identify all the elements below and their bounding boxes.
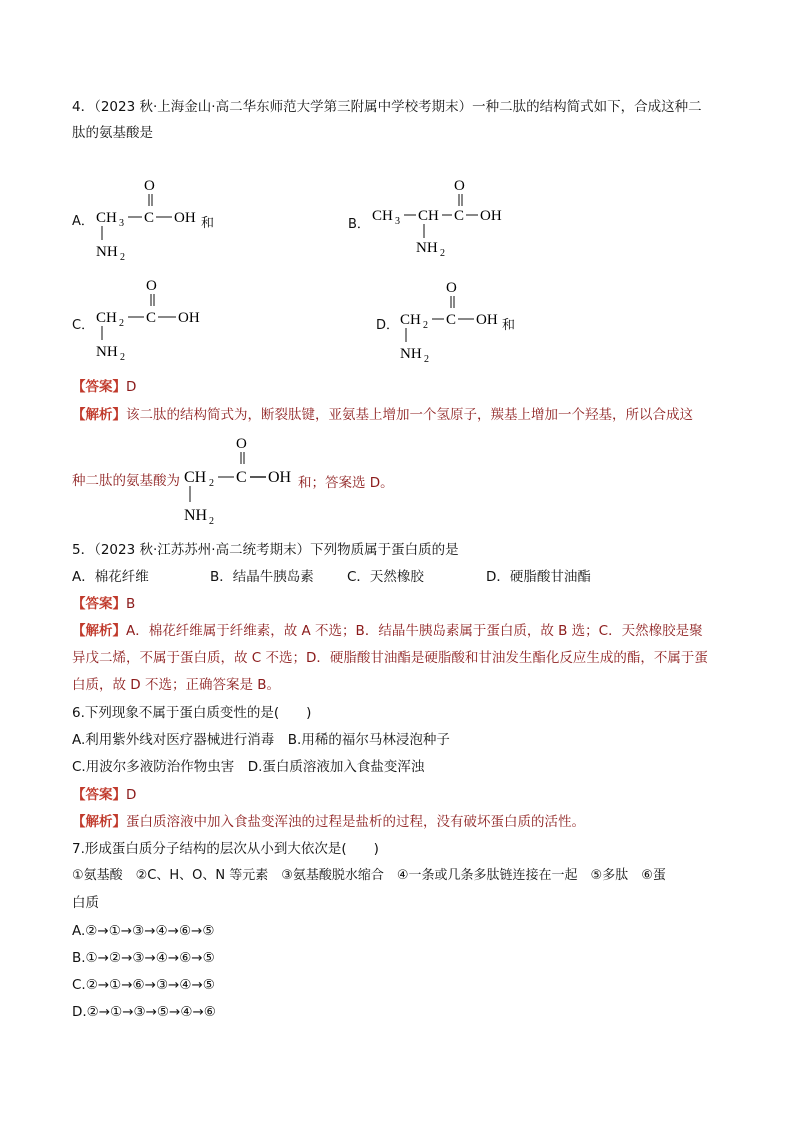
q5-option-d: D．硬脂酸甘油酯	[486, 569, 591, 585]
svg-text:O: O	[146, 278, 157, 294]
svg-text:CH: CH	[372, 208, 393, 224]
q4-option-d-structure	[398, 276, 538, 366]
q4-analysis-line1	[72, 406, 693, 424]
svg-text:CH: CH	[418, 208, 439, 224]
svg-text:O: O	[454, 178, 465, 194]
answer-value: D	[126, 787, 137, 803]
q7-items-line2: 白质	[72, 895, 99, 911]
analysis-tag: 【解析】	[72, 407, 126, 423]
q4-analysis-line2-prefix: 种二肽的氨基酸为	[72, 473, 180, 489]
q7-option-b: B.①→②→③→④→⑥→⑤	[72, 950, 215, 966]
q4-analysis-line2-suffix: 和；答案选 D。	[298, 475, 394, 491]
q6-stem: 6.下列现象不属于蛋白质变性的是( )	[72, 705, 312, 721]
svg-text:C: C	[446, 312, 457, 328]
svg-text:C: C	[236, 469, 247, 486]
analysis-text: 蛋白质溶液中加入食盐变浑浊的过程是盐析的过程，没有破坏蛋白质的活性。	[126, 814, 585, 830]
analysis-text: 该二肽的结构简式为，断裂肽键，亚氨基上增加一个氢原子，羰基上增加一个羟基，所以合成这	[126, 407, 693, 423]
answer-value: D	[126, 379, 137, 395]
svg-text:O: O	[236, 436, 247, 452]
svg-text:3: 3	[119, 218, 124, 229]
q4-option-a-suffix: 和	[201, 216, 215, 231]
q4-option-b-structure	[370, 176, 540, 266]
q6-answer	[72, 786, 136, 804]
svg-text:2: 2	[440, 248, 445, 259]
answer-value: B	[126, 596, 136, 612]
q6-options-line1: A.利用紫外线对医疗器械进行消毒 B.用稀的福尔马林浸泡种子	[72, 732, 450, 748]
q4-option-b-label: B．	[348, 217, 370, 232]
svg-text:2: 2	[209, 478, 214, 489]
svg-text:C: C	[454, 208, 465, 224]
svg-text:OH: OH	[268, 469, 292, 486]
svg-text:OH: OH	[178, 310, 200, 326]
q4-option-d-label: D．	[376, 318, 400, 333]
q7-items-line1: ①氨基酸 ②C、H、O、N 等元素 ③氨基酸脱水缩合 ④一条或几条多肽链连接在一起 ⑤多肽 ⑥蛋	[72, 868, 666, 883]
q4-option-a-label: A．	[72, 214, 94, 229]
q5-answer	[72, 595, 135, 613]
q5-options	[72, 568, 672, 586]
q7-stem: 7.形成蛋白质分子结构的层次从小到大依次是( )	[72, 841, 379, 857]
svg-text:2: 2	[120, 352, 125, 363]
svg-text:2: 2	[119, 318, 124, 329]
q6-options-line2: C.用波尔多液防治作物虫害 D.蛋白质溶液加入食盐变浑浊	[72, 759, 425, 775]
answer-tag: 【答案】	[72, 379, 126, 395]
q5-option-b: B．结晶牛胰岛素	[210, 569, 314, 585]
q6-analysis	[72, 813, 585, 831]
analysis-tag: 【解析】	[72, 623, 126, 639]
svg-text:NH: NH	[184, 507, 208, 524]
svg-text:O: O	[144, 178, 155, 194]
q4-stem-line2: 肽的氨基酸是	[72, 125, 153, 141]
svg-text:2: 2	[209, 516, 214, 527]
q4-option-d-suffix: 和	[502, 318, 516, 333]
q7-option-a: A.②→①→③→④→⑥→⑤	[72, 923, 215, 939]
svg-text:2: 2	[120, 252, 125, 263]
svg-text:CH: CH	[184, 469, 207, 486]
analysis-text: A．棉花纤维属于纤维素，故 A 不选；B．结晶牛胰岛素属于蛋白质，故 B 选；C．天然橡胶是聚	[126, 623, 703, 639]
q4-option-c-label: C．	[72, 318, 95, 333]
svg-text:CH: CH	[96, 310, 117, 326]
svg-text:2: 2	[424, 354, 429, 365]
answer-tag: 【答案】	[72, 787, 126, 803]
q7-option-c: C.②→①→⑥→③→④→⑤	[72, 977, 215, 993]
svg-text:CH: CH	[96, 210, 117, 226]
svg-text:OH: OH	[174, 210, 196, 226]
q4-stem-line1: 4．（2023 秋·上海金山·高二华东师范大学第三附属中学校考期末）一种二肽的结构简式如下，合成这种二	[72, 99, 702, 115]
svg-text:C: C	[144, 210, 155, 226]
q5-option-a: A．棉花纤维	[72, 569, 149, 585]
svg-text:C: C	[146, 310, 157, 326]
svg-text:NH: NH	[96, 344, 118, 360]
svg-text:NH: NH	[400, 346, 422, 362]
svg-text:NH: NH	[416, 240, 438, 256]
svg-text:OH: OH	[480, 208, 502, 224]
answer-tag: 【答案】	[72, 596, 126, 612]
q5-stem: 5．（2023 秋·江苏苏州·高二统考期末）下列物质属于蛋白质的是	[72, 542, 459, 558]
q5-analysis-line3: 白质，故 D 不选；正确答案是 B。	[72, 677, 281, 693]
q4-answer	[72, 378, 136, 396]
q5-analysis-line1	[72, 622, 703, 640]
q4-option-c-structure	[92, 274, 232, 366]
q5-analysis-line2: 异戊二烯，不属于蛋白质，故 C 不选；D．硬脂酸甘油酯是硬脂酸和甘油发生酯化反应生成的酯，不属于蛋	[72, 650, 708, 666]
q5-option-c: C．天然橡胶	[347, 569, 424, 585]
svg-text:OH: OH	[476, 312, 498, 328]
analysis-tag: 【解析】	[72, 814, 126, 830]
q7-option-d: D.②→①→③→⑤→④→⑥	[72, 1004, 216, 1020]
svg-text:CH: CH	[400, 312, 421, 328]
svg-text:2: 2	[423, 320, 428, 331]
svg-text:O: O	[446, 280, 457, 296]
svg-text:3: 3	[395, 216, 400, 227]
svg-text:NH: NH	[96, 244, 118, 260]
q4-analysis-structure	[180, 432, 304, 528]
